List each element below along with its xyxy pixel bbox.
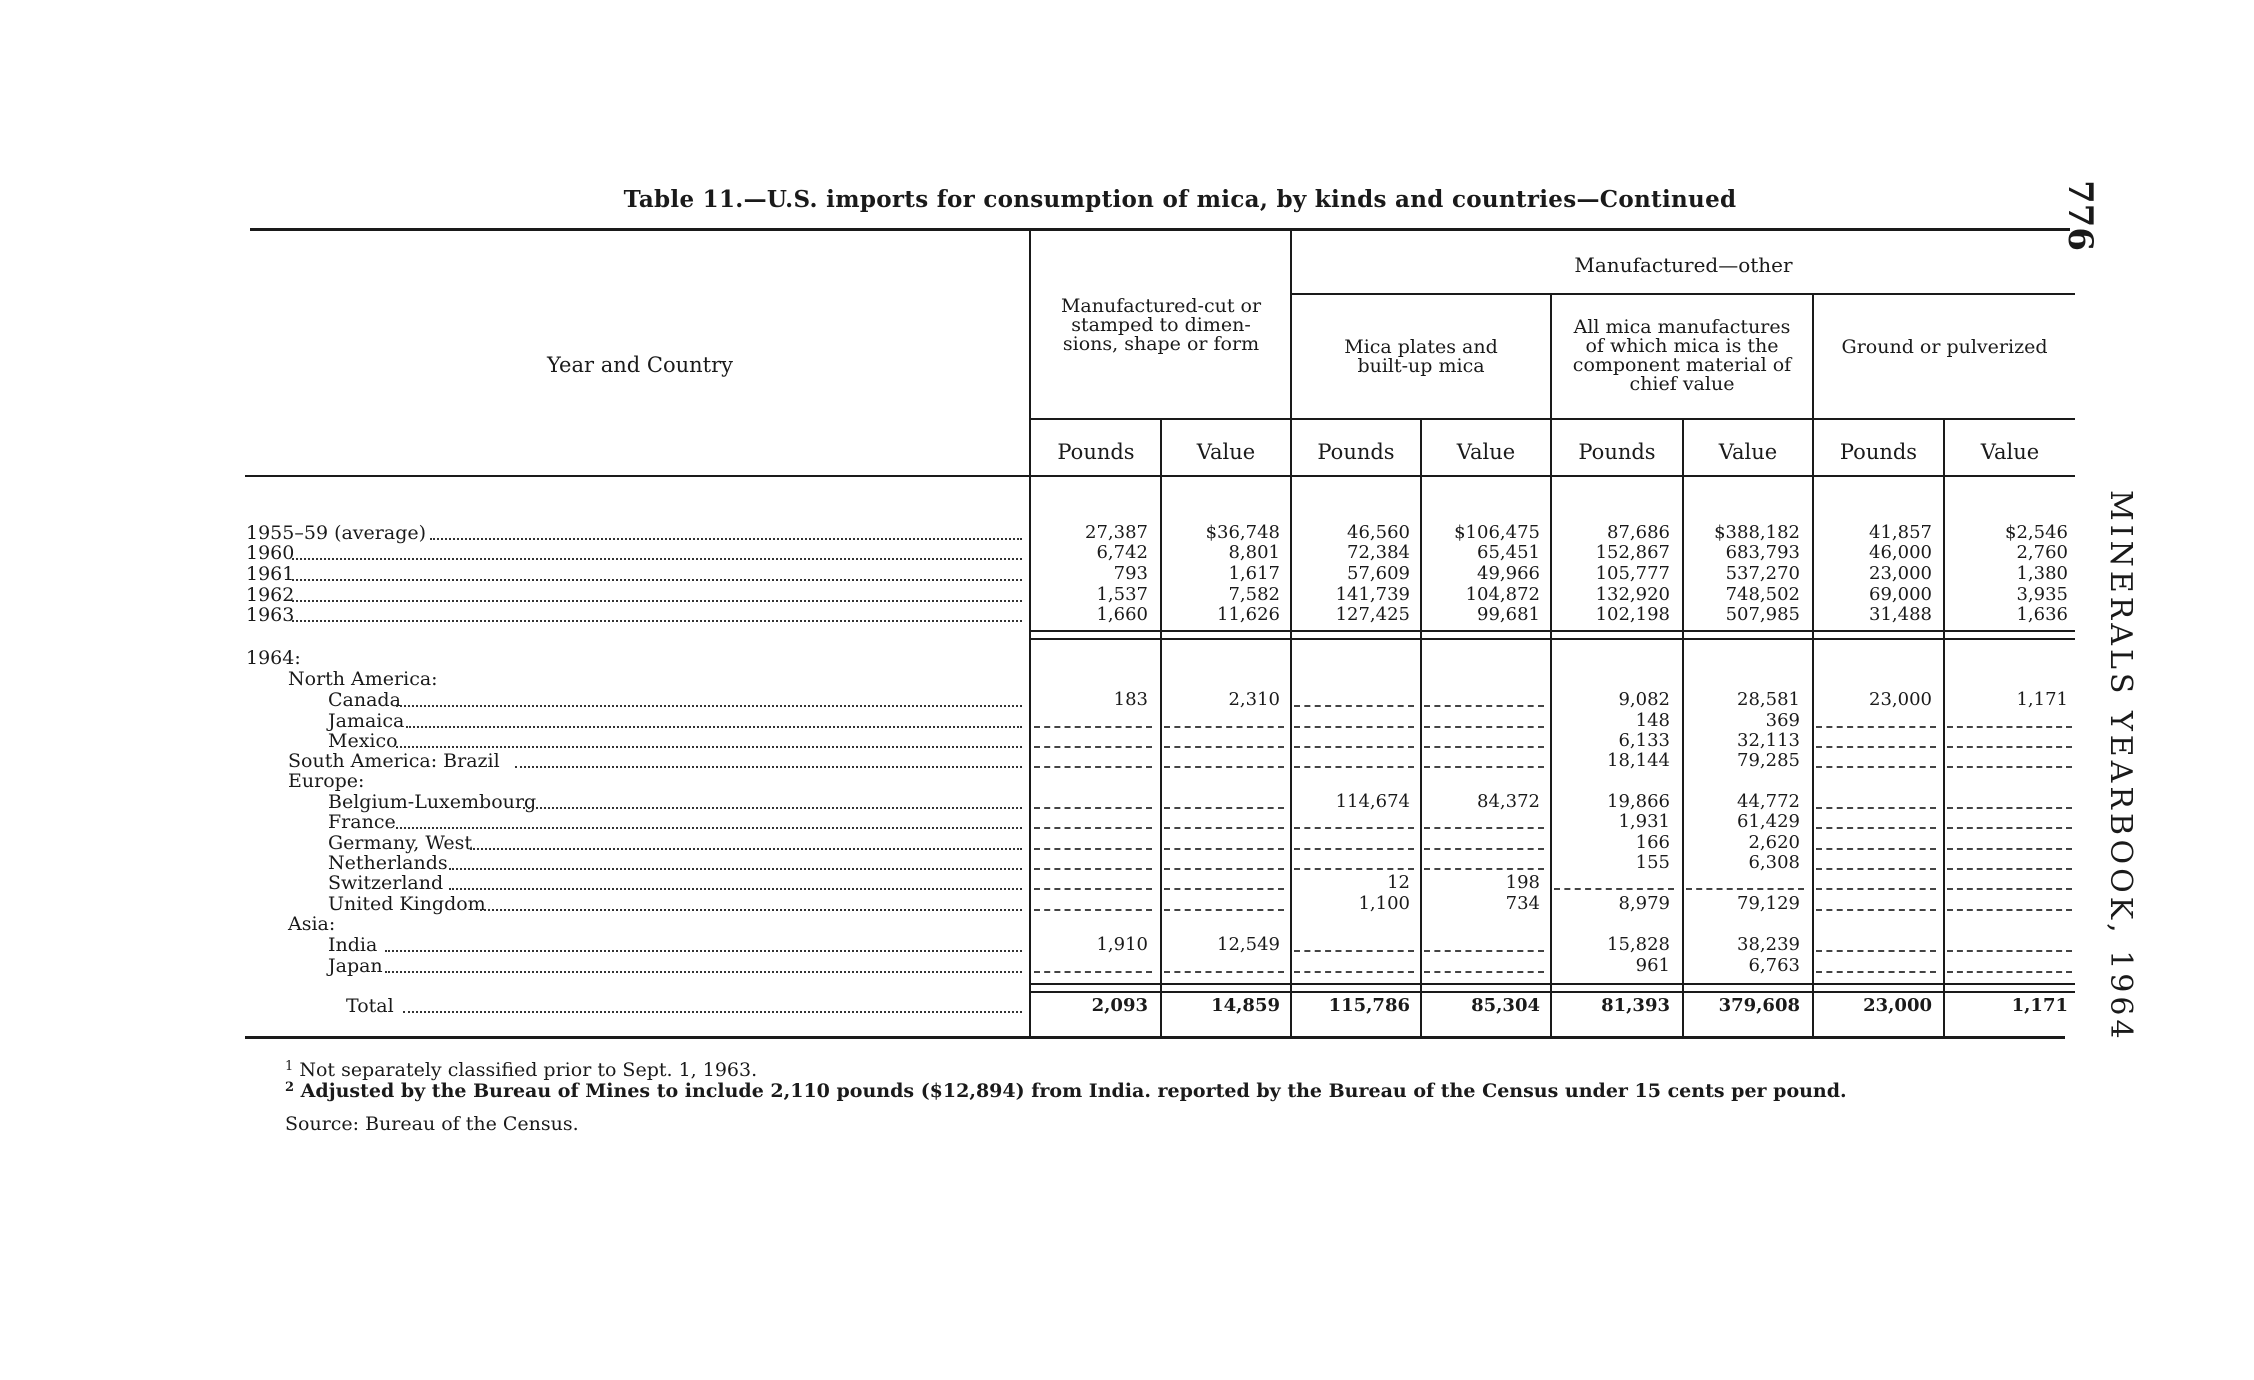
- table-cell: 23,000: [1863, 995, 1932, 1016]
- dot-leader: [449, 888, 1022, 890]
- table-cell: 127,425: [1335, 604, 1410, 625]
- dot-leader: [292, 579, 1022, 581]
- table-row: [0, 564, 2254, 584]
- unit-value: Value: [1196, 440, 1256, 464]
- dot-leader: [292, 620, 1022, 622]
- running-title: MINERALS YEARBOOK, 1964: [2103, 490, 2138, 1043]
- dot-leader: [480, 909, 1022, 911]
- table-row: [0, 914, 2254, 934]
- empty-cell-dash: [1947, 746, 2072, 748]
- table-row: [0, 935, 2254, 955]
- table-cell: $388,182: [1714, 522, 1800, 543]
- empty-cell-dash: [1294, 827, 1414, 829]
- table-cell: 507,985: [1725, 604, 1800, 625]
- table-cell: 2,760: [2016, 542, 2068, 563]
- empty-cell-dash: [1164, 807, 1284, 809]
- empty-cell-dash: [1947, 909, 2072, 911]
- table-row: [0, 956, 2254, 976]
- table-row: [0, 523, 2254, 543]
- table-cell: 46,000: [1869, 542, 1932, 563]
- header-line: Manufactured-cut or: [1060, 295, 1262, 317]
- table-cell: 6,133: [1618, 730, 1670, 751]
- unit-pounds: Pounds: [1578, 440, 1656, 464]
- empty-cell-dash: [1164, 827, 1284, 829]
- row-label: Mexico: [328, 730, 398, 752]
- table-cell: $2,546: [2005, 522, 2068, 543]
- table-cell: 87,686: [1607, 522, 1670, 543]
- table-row: [0, 894, 2254, 914]
- dot-leader: [523, 807, 1022, 809]
- table-cell: 961: [1635, 955, 1670, 976]
- table-cell: 793: [1113, 563, 1148, 584]
- table-row: [0, 833, 2254, 853]
- table-cell: 12,549: [1217, 934, 1280, 955]
- footnote-mark: 1: [285, 1059, 294, 1074]
- table-row: [0, 669, 2254, 689]
- table-row: [0, 585, 2254, 605]
- empty-cell-dash: [1164, 909, 1284, 911]
- table-cell: 369: [1765, 710, 1800, 731]
- table-cell: 683,793: [1725, 542, 1800, 563]
- row-label: 1960: [246, 542, 295, 564]
- top-rule: [250, 228, 2070, 231]
- table-cell: 79,129: [1737, 893, 1800, 914]
- table-cell: 1,910: [1096, 934, 1148, 955]
- header-line: sions, shape or form: [1062, 333, 1260, 355]
- table-row: [0, 751, 2254, 771]
- table-cell: 14,859: [1211, 995, 1280, 1016]
- subheader-rule: [1030, 418, 2075, 420]
- table-cell: 1,100: [1358, 893, 1410, 914]
- table-cell: 15,828: [1607, 934, 1670, 955]
- table-cell: 61,429: [1737, 811, 1800, 832]
- empty-cell-dash: [1816, 971, 1936, 973]
- table-title: Table 11.—U.S. imports for consumption of mica, by kinds and countries—Continued: [623, 186, 1737, 213]
- header-line: All mica manufactures: [1573, 316, 1791, 338]
- empty-cell-dash: [1424, 827, 1544, 829]
- header-line: of which mica is the: [1585, 335, 1779, 357]
- empty-cell-dash: [1424, 868, 1544, 870]
- empty-cell-dash: [1294, 726, 1414, 728]
- dot-leader: [406, 726, 1022, 728]
- table-cell: 1,537: [1096, 584, 1148, 605]
- empty-cell-dash: [1554, 888, 1674, 890]
- empty-cell-dash: [1294, 971, 1414, 973]
- table-cell: 379,608: [1718, 995, 1800, 1016]
- table-row: [0, 543, 2254, 563]
- row-label: Europe:: [288, 770, 365, 792]
- empty-cell-dash: [1816, 848, 1936, 850]
- table-cell: 2,310: [1228, 689, 1280, 710]
- table-cell: 1,931: [1618, 811, 1670, 832]
- empty-cell-dash: [1816, 909, 1936, 911]
- table-row: [0, 605, 2254, 625]
- table-cell: 23,000: [1869, 689, 1932, 710]
- row-label: Japan: [328, 955, 383, 977]
- table-cell: 148: [1635, 710, 1670, 731]
- footnote-mark: 2: [285, 1080, 295, 1095]
- empty-cell-dash: [1816, 807, 1936, 809]
- row-label: India: [328, 934, 378, 956]
- header-line: Ground or pulverized: [1841, 336, 2048, 358]
- table-cell: 6,308: [1748, 852, 1800, 873]
- table-cell: 99,681: [1477, 604, 1540, 625]
- row-label: South America: Brazil: [288, 750, 500, 772]
- table-cell: 1,380: [2016, 563, 2068, 584]
- bottom-rule: [245, 1036, 2065, 1039]
- table-cell: 65,451: [1477, 542, 1540, 563]
- table-cell: 104,872: [1465, 584, 1540, 605]
- dot-leader: [396, 705, 1022, 707]
- empty-cell-dash: [1686, 888, 1804, 890]
- empty-cell-dash: [1164, 888, 1284, 890]
- table-cell: 114,674: [1335, 791, 1410, 812]
- row-label: Total: [346, 995, 394, 1017]
- empty-cell-dash: [1034, 807, 1152, 809]
- table-cell: 1,171: [2016, 689, 2068, 710]
- table-cell: 85,304: [1471, 995, 1540, 1016]
- empty-cell-dash: [1424, 848, 1544, 850]
- table-cell: 748,502: [1725, 584, 1800, 605]
- table-row: [0, 996, 2254, 1016]
- header-manufactured-cut: [1032, 297, 1290, 354]
- table-cell: 105,777: [1595, 563, 1670, 584]
- empty-cell-dash: [1424, 746, 1544, 748]
- empty-cell-dash: [1424, 766, 1544, 768]
- header-line: component material of: [1572, 354, 1792, 376]
- empty-cell-dash: [1947, 950, 2072, 952]
- footnote-text: Adjusted by the Bureau of Mines to include 2,110 pounds ($12,894) from India. reported by the Bureau of the Census under 15 cents per pound.: [300, 1080, 1847, 1102]
- row-label: Canada: [328, 689, 401, 711]
- row-label: Netherlands: [328, 852, 448, 874]
- header-all-mica: [1552, 318, 1812, 394]
- empty-cell-dash: [1816, 746, 1936, 748]
- row-label: Germany, West: [328, 832, 472, 854]
- table-cell: 18,144: [1607, 750, 1670, 771]
- table-cell: 1,171: [2011, 995, 2068, 1016]
- empty-cell-dash: [1424, 705, 1544, 707]
- table-cell: 115,786: [1328, 995, 1410, 1016]
- empty-cell-dash: [1034, 746, 1152, 748]
- empty-cell-dash: [1424, 950, 1544, 952]
- table-cell: 132,920: [1595, 584, 1670, 605]
- empty-cell-dash: [1164, 868, 1284, 870]
- row-label: 1964:: [246, 647, 301, 669]
- empty-cell-dash: [1424, 726, 1544, 728]
- dot-leader: [396, 827, 1022, 829]
- empty-cell-dash: [1294, 848, 1414, 850]
- empty-cell-dash: [1816, 950, 1936, 952]
- empty-cell-dash: [1034, 848, 1152, 850]
- table-cell: 41,857: [1869, 522, 1932, 543]
- mfg-other-rule: [1292, 293, 2075, 295]
- header-ground: [1814, 338, 2075, 357]
- table-cell: 1,636: [2016, 604, 2068, 625]
- row-label: 1961: [246, 563, 295, 585]
- table-cell: 72,384: [1347, 542, 1410, 563]
- table-cell: 3,935: [2016, 584, 2068, 605]
- empty-cell-dash: [1816, 766, 1936, 768]
- table-cell: 81,393: [1601, 995, 1670, 1016]
- table-row: [0, 873, 2254, 893]
- table-cell: 183: [1113, 689, 1148, 710]
- empty-cell-dash: [1816, 827, 1936, 829]
- footnote-text: Not separately classified prior to Sept. 1, 1963.: [299, 1059, 758, 1081]
- summary-rule-1: [1031, 630, 2075, 632]
- table-cell: 198: [1505, 872, 1540, 893]
- table-cell: 102,198: [1595, 604, 1670, 625]
- table-row: [0, 792, 2254, 812]
- footnote-2: [285, 1080, 1847, 1102]
- dot-leader: [403, 1011, 1022, 1013]
- table-cell: 2,620: [1748, 832, 1800, 853]
- table-cell: 166: [1635, 832, 1670, 853]
- table-cell: 32,113: [1737, 730, 1800, 751]
- table-cell: 8,801: [1228, 542, 1280, 563]
- table-cell: 155: [1635, 852, 1670, 873]
- table-row: [0, 812, 2254, 832]
- dot-leader: [449, 868, 1022, 870]
- table-cell: 31,488: [1869, 604, 1932, 625]
- table-cell: $106,475: [1454, 522, 1540, 543]
- dot-leader: [385, 950, 1022, 952]
- empty-cell-dash: [1816, 868, 1936, 870]
- header-line: built-up mica: [1357, 355, 1485, 377]
- row-label: 1955–59 (average): [246, 522, 427, 544]
- empty-cell-dash: [1294, 705, 1414, 707]
- row-label: 1963: [246, 604, 295, 626]
- table-row: [0, 731, 2254, 751]
- table-cell: 23,000: [1869, 563, 1932, 584]
- dot-leader: [292, 600, 1022, 602]
- header-line: stamped to dimen-: [1071, 314, 1251, 336]
- unit-value: Value: [1718, 440, 1778, 464]
- empty-cell-dash: [1034, 971, 1152, 973]
- table-cell: 57,609: [1347, 563, 1410, 584]
- table-cell: 19,866: [1607, 791, 1670, 812]
- table-cell: 69,000: [1869, 584, 1932, 605]
- table-row: [0, 690, 2254, 710]
- unit-pounds: Pounds: [1057, 440, 1135, 464]
- table-cell: 141,739: [1335, 584, 1410, 605]
- table-cell: 9,082: [1618, 689, 1670, 710]
- table-cell: 734: [1505, 893, 1540, 914]
- table-cell: 46,560: [1347, 522, 1410, 543]
- table-cell: 6,763: [1748, 955, 1800, 976]
- row-label: United Kingdom: [328, 893, 486, 915]
- table-cell: 28,581: [1737, 689, 1800, 710]
- unit-pounds: Pounds: [1839, 440, 1918, 464]
- table-cell: 7,582: [1228, 584, 1280, 605]
- table-cell: 44,772: [1737, 791, 1800, 812]
- row-label: Asia:: [288, 913, 336, 935]
- empty-cell-dash: [1947, 888, 2072, 890]
- table-cell: 1,617: [1228, 563, 1280, 584]
- empty-cell-dash: [1947, 827, 2072, 829]
- row-label: France: [328, 811, 396, 833]
- unit-value: Value: [1456, 440, 1516, 464]
- row-label: Jamaica: [328, 710, 405, 732]
- empty-cell-dash: [1947, 971, 2072, 973]
- empty-cell-dash: [1947, 726, 2072, 728]
- dot-leader: [396, 746, 1022, 748]
- empty-cell-dash: [1816, 888, 1936, 890]
- footnote-1: [285, 1059, 757, 1081]
- table-cell: 152,867: [1595, 542, 1670, 563]
- empty-cell-dash: [1947, 766, 2072, 768]
- unit-value: Value: [1980, 440, 2040, 464]
- table-cell: 38,239: [1737, 934, 1800, 955]
- dot-leader: [430, 538, 1022, 540]
- row-label: 1962: [246, 584, 295, 606]
- dot-leader: [515, 766, 1022, 768]
- unit-pounds: Pounds: [1317, 440, 1395, 464]
- empty-cell-dash: [1947, 848, 2072, 850]
- table-cell: 79,285: [1737, 750, 1800, 771]
- empty-cell-dash: [1294, 746, 1414, 748]
- empty-cell-dash: [1424, 971, 1544, 973]
- row-label: Belgium-Luxembourg: [328, 791, 537, 813]
- table-cell: 1,660: [1096, 604, 1148, 625]
- table-row: [0, 648, 2254, 668]
- empty-cell-dash: [1294, 766, 1414, 768]
- empty-cell-dash: [1164, 848, 1284, 850]
- empty-cell-dash: [1034, 888, 1152, 890]
- dot-leader: [385, 971, 1022, 973]
- table-cell: $36,748: [1205, 522, 1280, 543]
- table-row: [0, 771, 2254, 791]
- summary-rule-2: [1031, 638, 2075, 640]
- header-line: chief value: [1629, 373, 1735, 395]
- total-rule-2: [1031, 991, 2075, 993]
- table-cell: 27,387: [1085, 522, 1148, 543]
- row-label: Switzerland: [328, 872, 444, 894]
- header-year-country: Year and Country: [547, 353, 733, 377]
- table-cell: 49,966: [1477, 563, 1540, 584]
- header-line: Mica plates and: [1344, 336, 1498, 358]
- empty-cell-dash: [1164, 726, 1284, 728]
- empty-cell-dash: [1034, 868, 1152, 870]
- table-cell: 11,626: [1217, 604, 1280, 625]
- row-label: North America:: [288, 668, 438, 690]
- total-rule-1: [1031, 983, 2075, 985]
- empty-cell-dash: [1034, 827, 1152, 829]
- source-note: Source: Bureau of the Census.: [285, 1113, 579, 1135]
- dot-leader: [292, 558, 1022, 560]
- table-cell: 537,270: [1725, 563, 1800, 584]
- empty-cell-dash: [1034, 909, 1152, 911]
- table-row: [0, 853, 2254, 873]
- dot-leader: [470, 848, 1022, 850]
- empty-cell-dash: [1947, 807, 2072, 809]
- table-cell: 2,093: [1091, 995, 1148, 1016]
- empty-cell-dash: [1164, 766, 1284, 768]
- header-manufactured-other: Manufactured—other: [1574, 253, 1793, 277]
- empty-cell-dash: [1294, 868, 1414, 870]
- empty-cell-dash: [1816, 726, 1936, 728]
- table-cell: 84,372: [1477, 791, 1540, 812]
- empty-cell-dash: [1947, 868, 2072, 870]
- table-row: [0, 711, 2254, 731]
- empty-cell-dash: [1034, 766, 1152, 768]
- page-number: 776: [2060, 180, 2100, 251]
- empty-cell-dash: [1034, 726, 1152, 728]
- empty-cell-dash: [1294, 950, 1414, 952]
- table-cell: 12: [1387, 872, 1410, 893]
- empty-cell-dash: [1164, 971, 1284, 973]
- header-mica-plates: [1292, 338, 1550, 376]
- table-cell: 6,742: [1096, 542, 1148, 563]
- table-cell: 8,979: [1618, 893, 1670, 914]
- empty-cell-dash: [1164, 746, 1284, 748]
